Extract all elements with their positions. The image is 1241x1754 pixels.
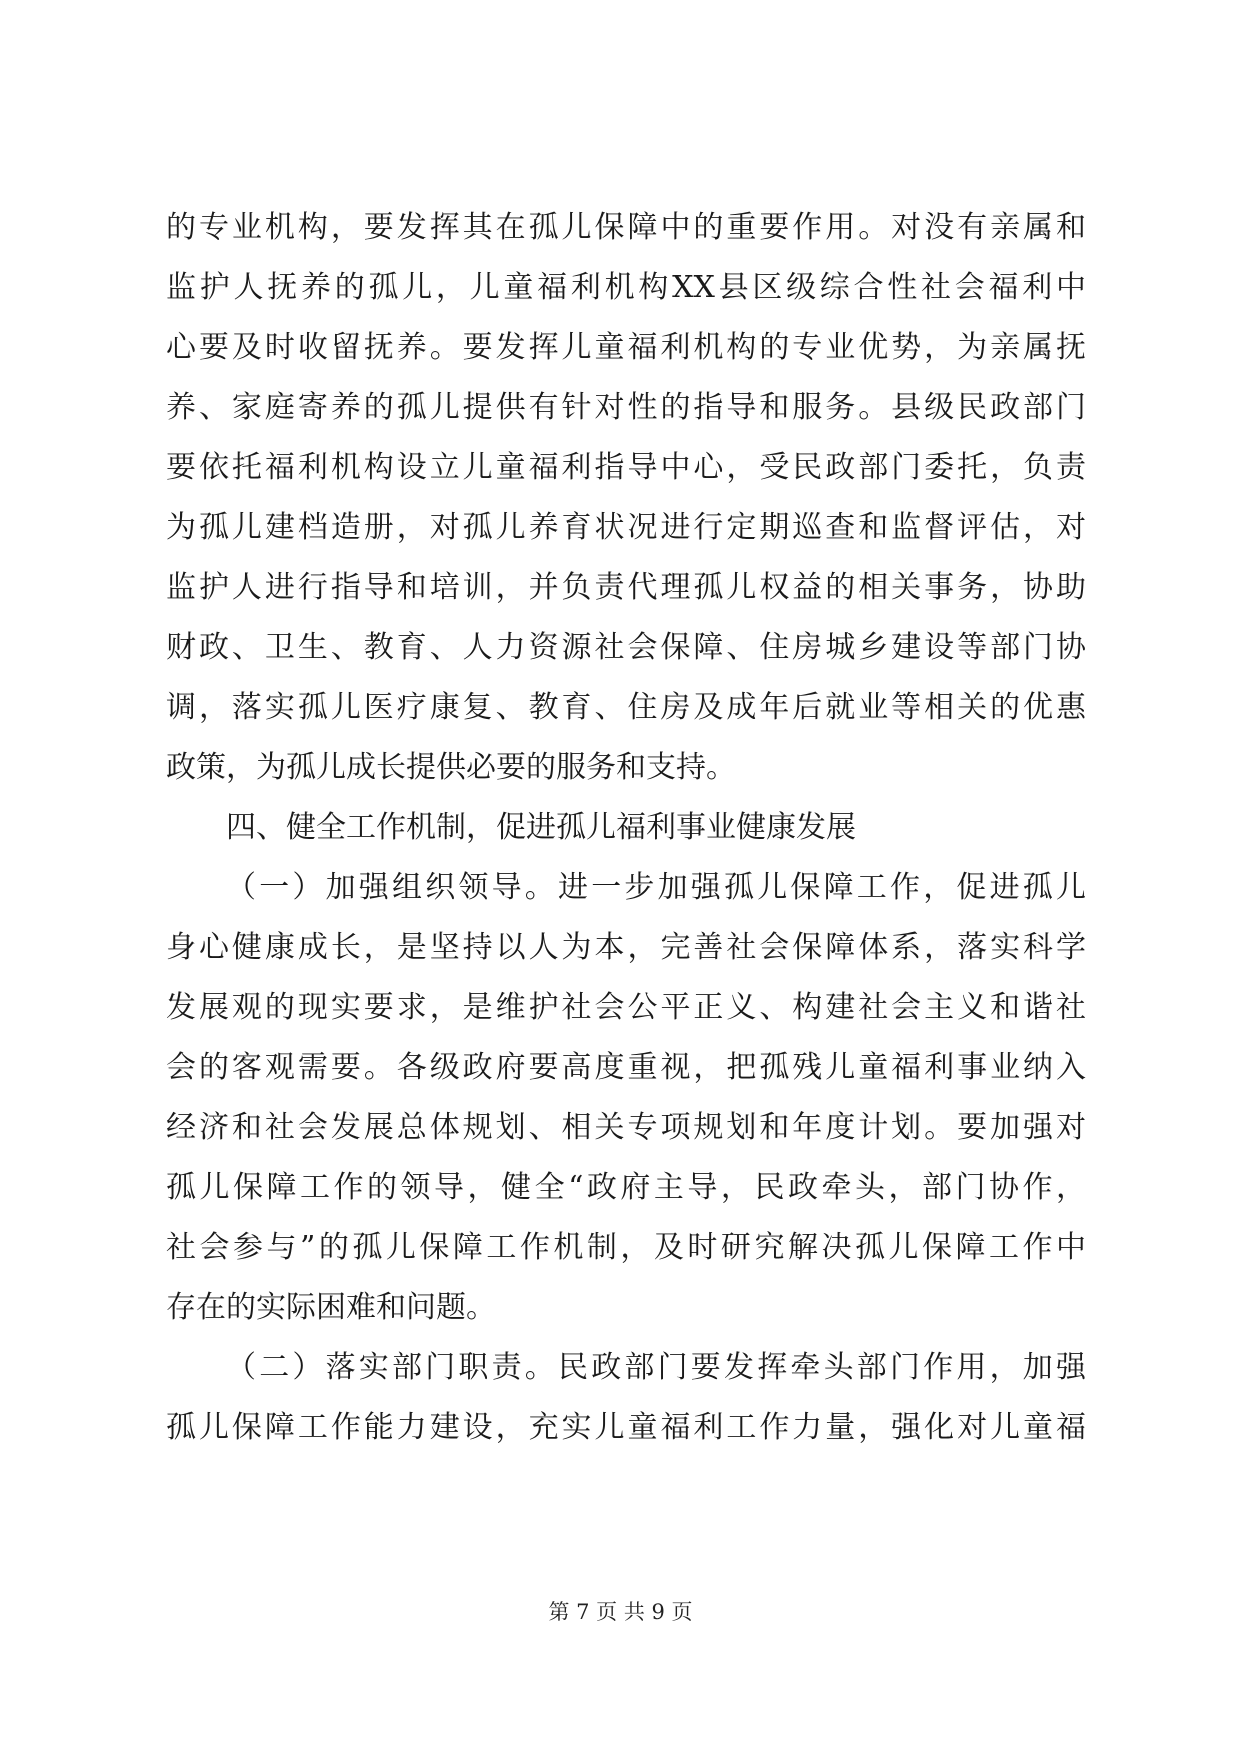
body-text-line: 要依托福利机构设立儿童福利指导中心，受民政部门委托，负责 (166, 450, 1086, 485)
section-heading: 四、健全工作机制，促进孤儿福利事业健康发展 (226, 810, 856, 845)
body-text-line: 心要及时收留抚养。要发挥儿童福利机构的专业优势，为亲属抚 (166, 330, 1086, 365)
body-text-line: 监护人抚养的孤儿，儿童福利机构XX县区级综合性社会福利中 (166, 270, 1086, 305)
subsection-paragraph-start: （一）加强组织领导。进一步加强孤儿保障工作，促进孤儿 (226, 870, 1086, 905)
page-number-footer: 第 7 页 共 9 页 (548, 1600, 693, 1624)
body-text-line: 会的客观需要。各级政府要高度重视，把孤残儿童福利事业纳入 (166, 1050, 1086, 1085)
body-text-line: 的专业机构，要发挥其在孤儿保障中的重要作用。对没有亲属和 (166, 210, 1086, 245)
body-text-line: 身心健康成长，是坚持以人为本，完善社会保障体系，落实科学 (166, 930, 1086, 965)
body-text-line: 发展观的现实要求，是维护社会公平正义、构建社会主义和谐社 (166, 990, 1086, 1025)
body-text-line: 财政、卫生、教育、人力资源社会保障、住房城乡建设等部门协 (166, 630, 1086, 665)
body-text-line: 养、家庭寄养的孤儿提供有针对性的指导和服务。县级民政部门 (166, 390, 1086, 425)
subsection-paragraph-start: （二）落实部门职责。民政部门要发挥牵头部门作用，加强 (226, 1350, 1086, 1385)
body-text-line: 调，落实孤儿医疗康复、教育、住房及成年后就业等相关的优惠 (166, 690, 1086, 725)
body-text-line: 孤儿保障工作的领导，健全“政府主导，民政牵头，部门协作， (166, 1170, 1086, 1205)
body-text-line: 为孤儿建档造册，对孤儿养育状况进行定期巡查和监督评估，对 (166, 510, 1086, 545)
body-text-line: 监护人进行指导和培训，并负责代理孤儿权益的相关事务，协助 (166, 570, 1086, 605)
body-text-line: 社会参与”的孤儿保障工作机制，及时研究解决孤儿保障工作中 (166, 1230, 1086, 1265)
body-text-line: 政策，为孤儿成长提供必要的服务和支持。 (166, 750, 736, 785)
body-text-line: 经济和社会发展总体规划、相关专项规划和年度计划。要加强对 (166, 1110, 1086, 1145)
body-text-line: 孤儿保障工作能力建设，充实儿童福利工作力量，强化对儿童福 (166, 1410, 1086, 1445)
body-text-line: 存在的实际困难和问题。 (166, 1290, 496, 1325)
